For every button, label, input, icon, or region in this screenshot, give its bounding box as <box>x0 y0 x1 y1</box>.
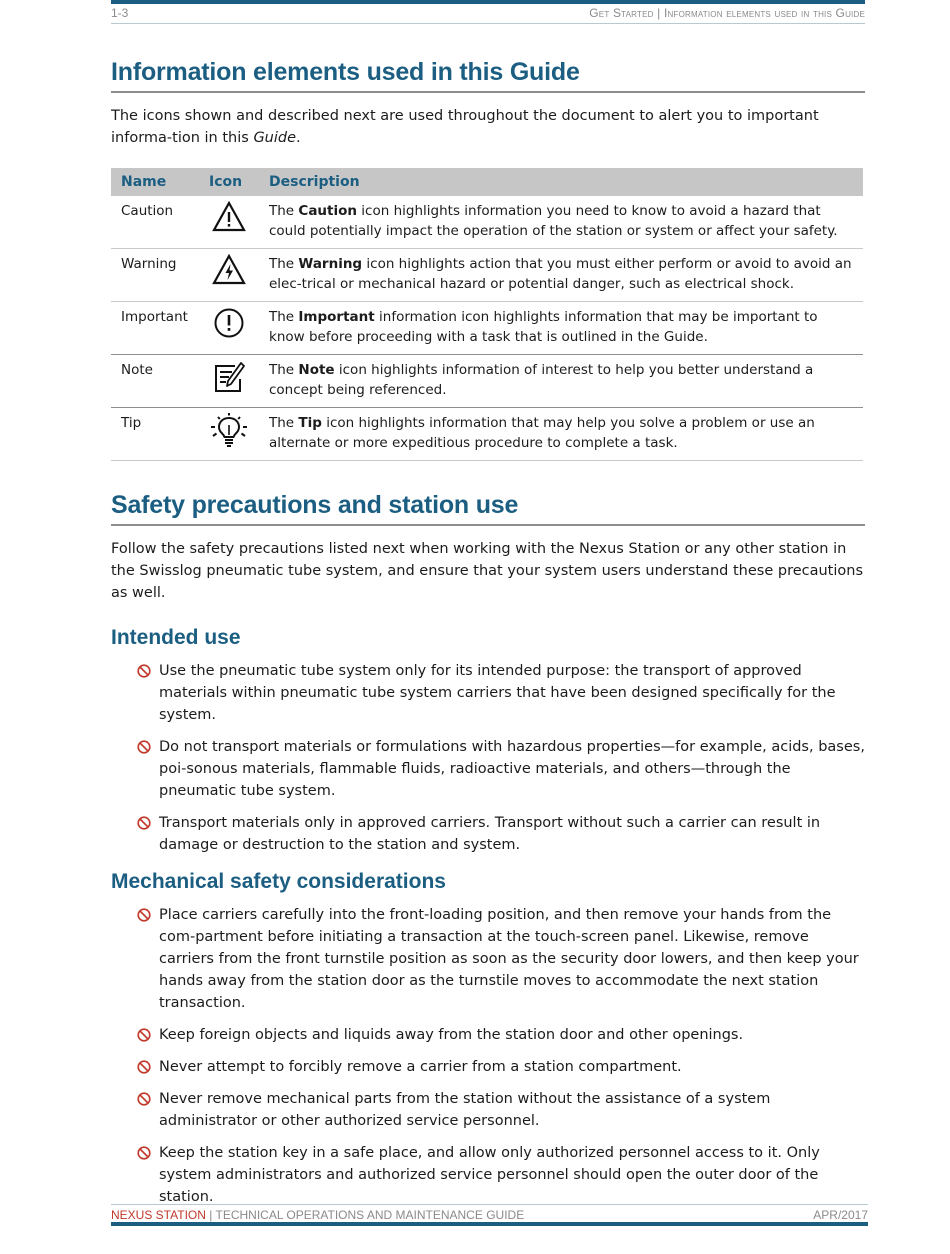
col-description-header: Description <box>259 168 863 196</box>
prohibited-icon <box>137 1060 151 1074</box>
footer-date: APR/2017 <box>813 1208 868 1222</box>
table-row <box>111 408 863 461</box>
list-item: Keep the station key in a safe place, and allow only authorized personnel access to it. Only system administrators and authorized service personnel should open the outer door of the station. <box>111 1142 865 1208</box>
subsection-title-mechanical-safety: Mechanical safety considerations <box>111 870 446 893</box>
top-rule <box>111 0 865 4</box>
prohibited-icon <box>137 1146 151 1160</box>
icon-table <box>111 168 863 461</box>
warning-lightning-icon <box>212 254 246 286</box>
row-name: Tip <box>111 408 199 461</box>
section-title-information-elements: Information elements used in this Guide <box>111 58 865 93</box>
footer-product: NEXUS STATION <box>111 1208 206 1222</box>
running-header: Get Started | Information elements used in this Guide <box>589 6 865 20</box>
row-description: The Tip icon highlights information that may help you solve a problem or use an alternate or more expeditious procedure to complete a task. <box>259 408 863 461</box>
page-header <box>111 6 865 24</box>
section2-intro: Follow the safety precautions listed next when working with the Nexus Station or any other station in the Swisslog pneumatic tube system, and ensure that your system users understand these precautions as well. <box>111 541 864 601</box>
mechanical-safety-list <box>111 904 865 1208</box>
row-name: Caution <box>111 196 199 249</box>
prohibited-icon <box>137 1028 151 1042</box>
footer-guide-title: TECHNICAL OPERATIONS AND MAINTENANCE GUIDE <box>215 1208 525 1222</box>
tip-lightbulb-icon <box>209 413 249 447</box>
important-exclamation-icon <box>212 307 246 339</box>
list-item: Keep foreign objects and liquids away from the station door and other openings. <box>111 1024 865 1046</box>
footer-separator: | <box>205 1208 216 1222</box>
subsection-title-intended-use: Intended use <box>111 626 241 649</box>
prohibited-icon <box>137 1092 151 1106</box>
intended-use-list <box>111 660 865 856</box>
caution-triangle-icon <box>212 201 246 233</box>
prohibited-icon <box>137 740 151 754</box>
list-item: Transport materials only in approved carriers. Transport without such a carrier can result in damage or destruction to the station and system. <box>111 812 865 856</box>
row-name: Important <box>111 302 199 355</box>
section-title-safety-precautions: Safety precautions and station use <box>111 491 865 526</box>
row-name: Warning <box>111 249 199 302</box>
table-row <box>111 355 863 408</box>
row-description: The Caution icon highlights information you need to know to avoid a hazard that could potentially impact the operation of the station or system or affect your safety. <box>259 196 863 249</box>
page-number: 1-3 <box>111 6 129 20</box>
col-icon-header: Icon <box>199 168 259 196</box>
prohibited-icon <box>137 664 151 678</box>
list-item: Never remove mechanical parts from the station without the assistance of a system administrator or other authorized service personnel. <box>111 1088 865 1132</box>
section1-intro: The icons shown and described next are used throughout the document to alert you to important informa-tion in this Guide. <box>111 108 819 146</box>
prohibited-icon <box>137 816 151 830</box>
table-row <box>111 196 863 249</box>
prohibited-icon <box>137 908 151 922</box>
table-row <box>111 249 863 302</box>
list-item: Never attempt to forcibly remove a carrier from a station compartment. <box>111 1056 865 1078</box>
row-description: The Important information icon highlights information that may be important to know before proceeding with a task that is outlined in the Guide. <box>259 302 863 355</box>
bottom-rule <box>111 1222 868 1226</box>
page-content <box>111 58 865 1218</box>
list-item: Do not transport materials or formulations with hazardous properties—for example, acids, bases, poi-sonous materials, flammable fluids, radioactive materials, and others—through the pneumatic tube system. <box>111 736 865 802</box>
note-pencil-icon <box>212 360 246 394</box>
list-item: Place carriers carefully into the front-loading position, and then remove your hands from the com-partment before initiating a transaction at the touch-screen panel. Likewise, remove carriers from the front turnstile position as soon as the security door lowers, and then keep your hands away from the station door as the turnstile moves to accommodate the next station transaction. <box>111 904 865 1014</box>
row-description: The Note icon highlights information of interest to help you better understand a concept being referenced. <box>259 355 863 408</box>
row-name: Note <box>111 355 199 408</box>
table-row <box>111 302 863 355</box>
row-description: The Warning icon highlights action that you must either perform or avoid to avoid an elec-trical or mechanical hazard or potential danger, such as electrical shock. <box>259 249 863 302</box>
table-header-row <box>111 168 863 196</box>
col-name-header: Name <box>111 168 199 196</box>
list-item: Use the pneumatic tube system only for its intended purpose: the transport of approved materials within pneumatic tube system carriers that have been designed specifically for the system. <box>111 660 865 726</box>
page-footer <box>111 1204 868 1222</box>
